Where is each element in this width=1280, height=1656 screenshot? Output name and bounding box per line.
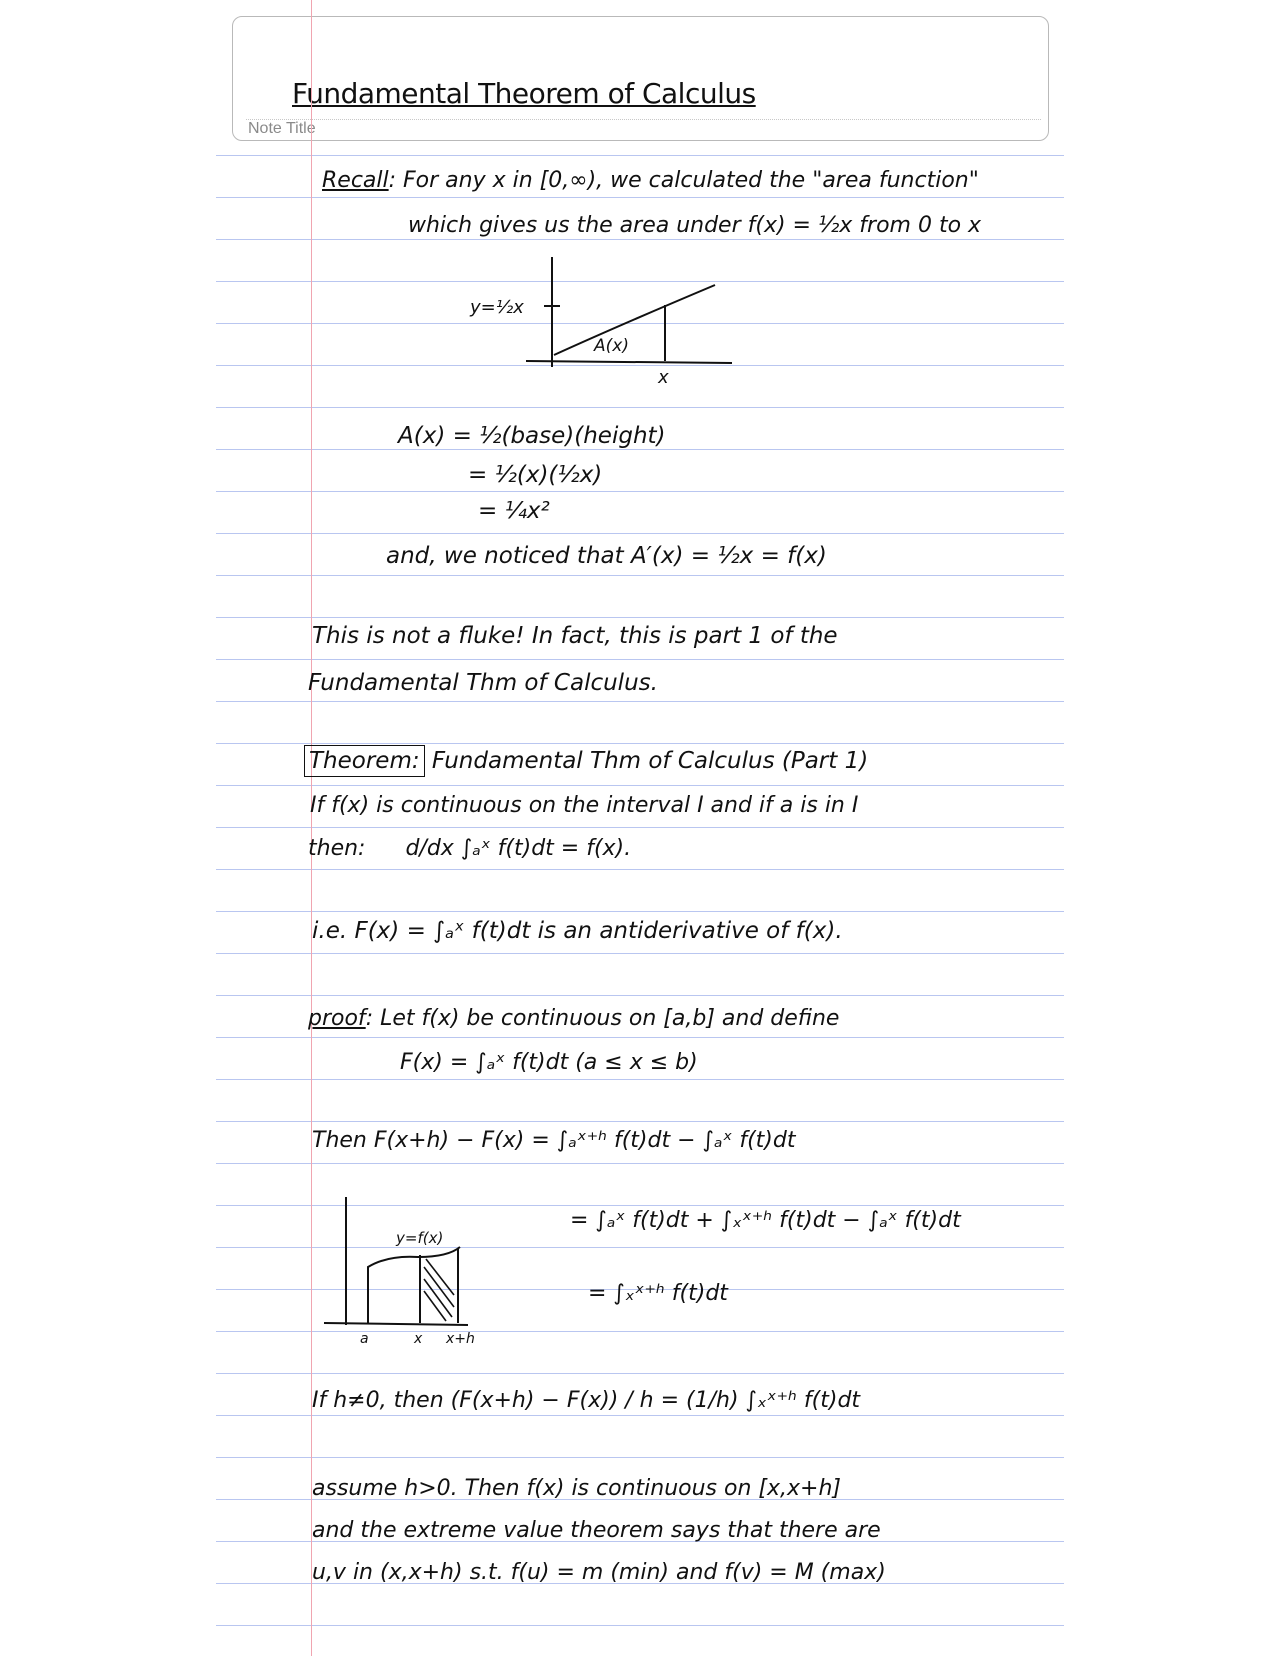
graph2-tick-a: a — [360, 1331, 369, 1347]
proof-label: proof — [308, 1006, 366, 1031]
area-function-graph — [470, 255, 750, 395]
graph1-curve-label: y=½x — [470, 297, 524, 318]
proof-line-8: and the extreme value theorem says that there are — [312, 1518, 881, 1543]
theorem-then — [308, 838, 631, 860]
proof-line-4: = ∫ₐˣ f(t)dt + ∫ₓˣ⁺ʰ f(t)dt − ∫ₐˣ f(t)dt — [570, 1208, 961, 1233]
area-calc-line-3: = ¼x² — [478, 498, 550, 524]
theorem-statement: d/dx ∫ₐˣ f(t)dt = f(x). — [405, 836, 632, 861]
graph1-region-label: A(x) — [594, 336, 629, 356]
proof-line-6: If h≠0, then (F(x+h) − F(x)) / h = (1/h) ∫ₓˣ⁺ʰ f(t)dt — [312, 1388, 861, 1413]
proof-line-2: F(x) = ∫ₐˣ f(t)dt (a ≤ x ≤ b) — [400, 1050, 698, 1075]
theorem-title: Fundamental Thm of Calculus (Part 1) — [431, 748, 869, 774]
theorem-ie: i.e. F(x) = ∫ₐˣ f(t)dt is an antiderivative of f(x). — [312, 918, 843, 944]
graph1-x-label: x — [658, 367, 669, 388]
recall-text: : For any x in [0,∞), we calculated the "area function" — [388, 168, 979, 193]
recall-line-2: which gives us the area under f(x) = ½x from 0 to x — [408, 213, 982, 238]
recall-label: Recall — [322, 168, 389, 193]
graph2-tick-xh: x+h — [446, 1331, 475, 1347]
proof-line-5: = ∫ₓˣ⁺ʰ f(t)dt — [588, 1281, 728, 1306]
theorem-line-1: If f(x) is continuous on the interval I and if a is in I — [310, 793, 859, 818]
graph2-curve-label: y=f(x) — [396, 1229, 444, 1247]
proof-text-1: : Let f(x) be continuous on [a,b] and define — [365, 1006, 840, 1031]
theorem-heading — [304, 750, 868, 773]
note-line-1: This is not a fluke! In fact, this is part 1 of the — [312, 623, 838, 649]
area-calc-line-2: = ½(x)(½x) — [468, 462, 603, 488]
recall-line-1 — [322, 170, 979, 192]
theorem-then-label: then: — [308, 836, 366, 861]
area-calc-line-1: A(x) = ½(base)(height) — [398, 423, 666, 449]
note-line-2: Fundamental Thm of Calculus. — [308, 670, 658, 696]
proof-line-7: assume h>0. Then f(x) is continuous on [x,x+h] — [312, 1476, 841, 1501]
note-title-label: Note Title — [248, 120, 316, 137]
proof-line-1 — [308, 1008, 839, 1030]
page-title: Fundamental Theorem of Calculus — [292, 77, 756, 110]
area-calc-line-4: and, we noticed that A′(x) = ½x = f(x) — [386, 543, 827, 569]
fx-interval-graph — [318, 1195, 508, 1345]
proof-line-9: u,v in (x,x+h) s.t. f(u) = m (min) and f(v) = M (max) — [312, 1560, 886, 1585]
theorem-label: Theorem: — [304, 745, 425, 777]
proof-line-3: Then F(x+h) − F(x) = ∫ₐˣ⁺ʰ f(t)dt − ∫ₐˣ f(t)dt — [312, 1128, 796, 1153]
header-divider — [246, 119, 1041, 120]
graph2-tick-x: x — [414, 1331, 423, 1347]
